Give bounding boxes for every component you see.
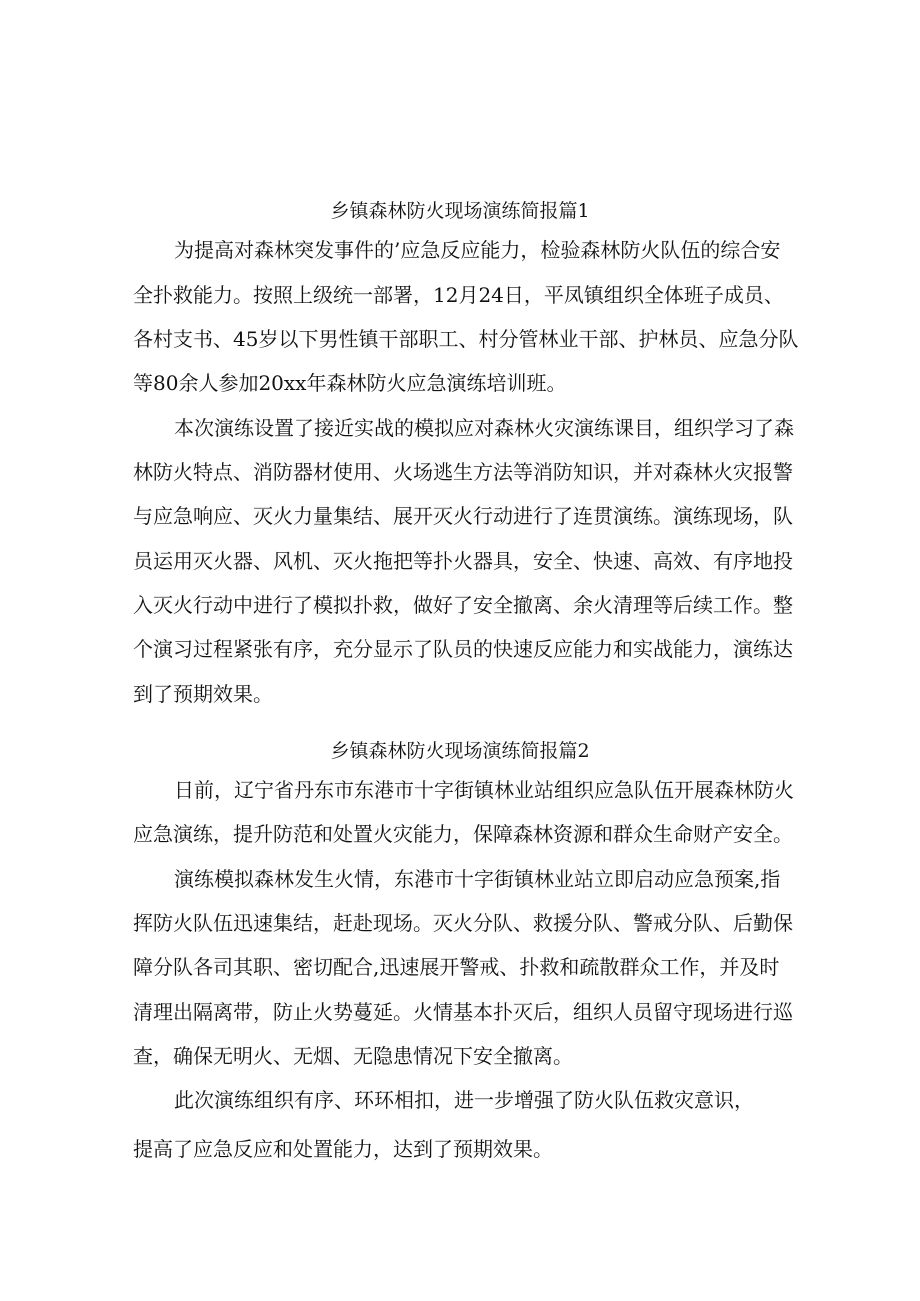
- section-1-line-10: 个演习过程紧张有序，充分显示了队员的快速反应能力和实战能力，演练达: [133, 637, 793, 661]
- section-1-line-11: 到了预期效果。: [133, 682, 273, 706]
- section-2-line-4: 挥防火队伍迅速集结，赶赴现场。灭火分队、救援分队、警戒分队、后勤保: [133, 911, 793, 935]
- section-2-line-9: 提高了应急反应和处置能力，达到了预期效果。: [133, 1137, 553, 1161]
- section-1-line-7: 与应急响应、灭火力量集结、展开灭火行动进行了连贯演练。演练现场，队: [133, 504, 793, 528]
- section-2-line-8: 此次演练组织有序、环环相扣，进一步增强了防火队伍救灾意识，: [174, 1088, 754, 1112]
- section-2-line-2: 应急演练，提升防范和处置火灾能力，保障森林资源和群众生命财产安全。: [133, 822, 793, 846]
- section-2-line-5: 障分队各司其职、密切配合,迅速展开警戒、扑救和疏散群众工作，并及时: [133, 955, 780, 979]
- section-1-line-6: 林防火特点、消防器材使用、火场逃生方法等消防知识，并对森林火灾报警: [133, 460, 793, 484]
- section-2-line-1: 日前，辽宁省丹东市东港市十字街镇林业站组织应急队伍开展森林防火: [174, 778, 794, 802]
- section-1-line-9: 入灭火行动中进行了模拟扑救，做好了安全撤离、余火清理等后续工作。整: [133, 593, 793, 617]
- section-2-line-6: 清理出隔离带，防止火势蔓延。火情基本扑灭后，组织人员留守现场进行巡: [133, 1000, 793, 1024]
- section-2-line-7: 查，确保无明火、无烟、无隐患情况下安全撤离。: [133, 1044, 573, 1068]
- section-1-line-2: 全扑救能力。按照上级统一部署，12月24日，平凤镇组织全体班子成员、: [133, 283, 784, 307]
- section-2-title: 乡镇森林防火现场演练简报篇2: [330, 740, 590, 762]
- section-2-line-3: 演练模拟森林发生火情，东港市十字街镇林业站立即启动应急预案,指: [174, 867, 781, 891]
- section-1-title: 乡镇森林防火现场演练简报篇1: [330, 200, 590, 222]
- section-1-line-5: 本次演练设置了接近实战的模拟应对森林火灾演练课目，组织学习了森: [174, 416, 794, 440]
- section-1-line-3: 各村支书、45岁以下男性镇干部职工、村分管林业干部、护林员、应急分队: [133, 327, 799, 351]
- section-1-line-8: 员运用灭火器、风机、灭火拖把等扑火器具，安全、快速、高效、有序地投: [133, 549, 793, 573]
- section-1-line-1: 为提高对森林突发事件的’应急反应能力，检验森林防火队伍的综合安: [174, 238, 781, 262]
- section-1-line-4: 等80余人参加20xx年森林防火应急演练培训班。: [133, 371, 567, 395]
